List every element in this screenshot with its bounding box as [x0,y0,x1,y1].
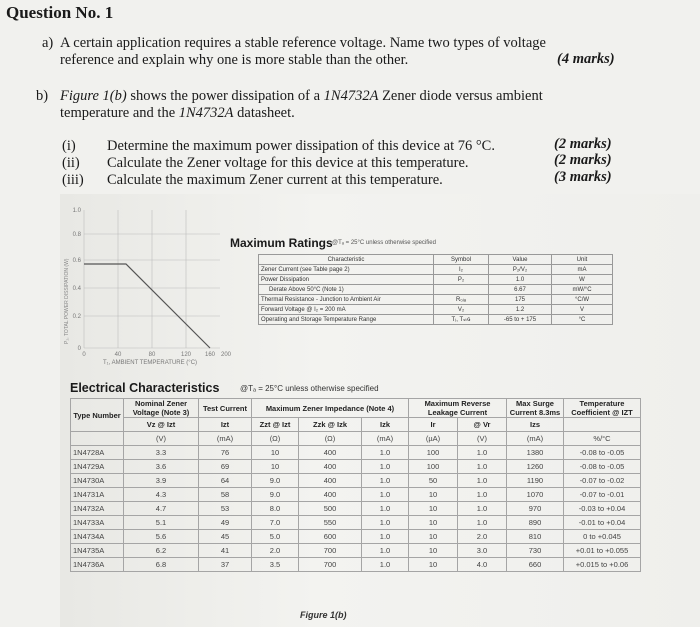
sub-question-1-text: Determine the maximum power dissipation of this device at 76 °C. [107,138,495,154]
page-title: Question No. 1 [6,3,114,22]
table-row: 1N4736A 6.8 37 3.5 700 1.0 10 4.0 660 +0.015 to +0.06 [71,558,641,572]
figure-caption: Figure 1(b) [300,610,347,620]
electrical-group-header-row [71,399,641,418]
part-a-marks: (4 marks) [557,51,615,67]
ratings-header: Unit [552,255,613,265]
y-tick: 0.6 [72,258,81,264]
table-row: 1N4732A 4.7 53 8.0 500 1.0 10 1.0 970 -0.03 to +0.04 [71,502,641,516]
y-tick: 0.2 [72,314,81,320]
part-a-label: a) [42,35,54,51]
x-tick: 80 [148,352,156,358]
y-tick: 0 [77,346,81,352]
col-impedance: Maximum Zener Impedance (Note 4) [252,399,409,418]
col-surge: Max Surge Current 8.3ms [507,399,564,418]
ratings-header: Characteristic [259,255,434,265]
sub-question-1-marks: (2 marks) [554,136,612,152]
part-a-line2: reference and explain why one is more stable than the other. [60,52,409,68]
part-b-label: b) [36,88,49,104]
sub-question-2-marks: (2 marks) [554,152,612,168]
col-leakage: Maximum Reverse Leakage Current [409,399,507,418]
ratings-header: Value [489,255,552,265]
y-tick: 0.4 [72,286,81,292]
x-tick: 160 [204,352,216,358]
x-tick: 0 [82,352,86,358]
electrical-title: Electrical Characteristics [70,381,220,395]
table-row: 1N4733A 5.1 49 7.0 550 1.0 10 1.0 890 -0.01 to +0.04 [71,516,641,530]
x-tick: 40 [114,352,122,358]
electrical-units-row: (V) (mA) (Ω) (Ω) (mA) (µA) (V) (mA) %/°C [71,432,641,446]
ratings-row: Operating and Storage Temperature Range Tⱼ, Tₛₜɢ -65 to + 175 °C [259,315,613,325]
y-tick: 1.0 [72,208,81,214]
table-row: 1N4735A 6.2 41 2.0 700 1.0 10 3.0 730 +0.01 to +0.055 [71,544,641,558]
table-row: 1N4731A 4.3 58 9.0 400 1.0 10 1.0 1070 -0.07 to -0.01 [71,488,641,502]
ratings-row: Derate Above 50°C (Note 1) 6.67 mW/°C [259,285,613,295]
sub-question-2-text: Calculate the Zener voltage for this device at this temperature. [107,155,469,171]
sub-question-3-text: Calculate the maximum Zener current at this temperature. [107,172,443,188]
derating-graph [60,194,230,374]
x-tick: 200 [220,352,232,358]
table-row: 1N4729A 3.6 69 10 400 1.0 100 1.0 1260 -0.08 to -0.05 [71,460,641,474]
electrical-table [70,398,641,572]
col-test: Test Current [199,399,252,418]
x-tick: 120 [180,352,192,358]
ratings-table [258,254,613,325]
y-axis-label: P₂, TOTAL POWER DISSIPATION (W) [64,258,70,344]
ratings-row: Zener Current (see Table page 2) I₂ P₂/V₂ mA [259,265,613,275]
y-tick: 0.8 [72,232,81,238]
sub-question-1-num: (i) [62,138,76,154]
x-axis-label: T₁, AMBIENT TEMPERATURE (°C) [102,360,198,366]
table-row: 1N4730A 3.9 64 9.0 400 1.0 50 1.0 1190 -0.07 to -0.02 [71,474,641,488]
datasheet-photo [60,194,700,627]
col-type: Type Number [71,399,124,432]
col-tempco: Temperature Coefficient @ IZT [564,399,641,418]
ratings-title: Maximum Ratings [230,236,333,250]
derating-curve [84,264,210,348]
ratings-row: Thermal Resistance - Junction to Ambient Air R₀ⱼₐ 175 °C/W [259,295,613,305]
electrical-sub-header-row: Vz @ Izt Izt Zzt @ Izt Zzk @ Izk Izk Ir @ Vr Izs [71,418,641,432]
table-row: 1N4728A 3.3 76 10 400 1.0 100 1.0 1380 -0.08 to -0.05 [71,446,641,460]
part-b-line1: Figure 1(b) shows the power dissipation of a 1N4732A Zener diode versus ambient [60,88,543,104]
ratings-note: @Tₐ = 25°C unless otherwise specified [332,240,436,246]
ratings-header: Symbol [434,255,489,265]
sub-question-3-num: (iii) [62,172,84,188]
part-a-line1: A certain application requires a stable reference voltage. Name two types of voltage [60,35,546,51]
table-row: 1N4734A 5.6 45 5.0 600 1.0 10 2.0 810 0 to +0.045 [71,530,641,544]
electrical-note: @Tₐ = 25°C unless otherwise specified [240,384,379,393]
sub-question-2-num: (ii) [62,155,80,171]
ratings-row: Power Dissipation P₂ 1.0 W [259,275,613,285]
ratings-row: Forward Voltage @ I₂ = 200 mA V₂ 1.2 V [259,305,613,315]
col-nominal: Nominal Zener Voltage (Note 3) [124,399,199,418]
part-b-line2: temperature and the 1N4732A datasheet. [60,105,295,121]
sub-question-3-marks: (3 marks) [554,169,612,185]
